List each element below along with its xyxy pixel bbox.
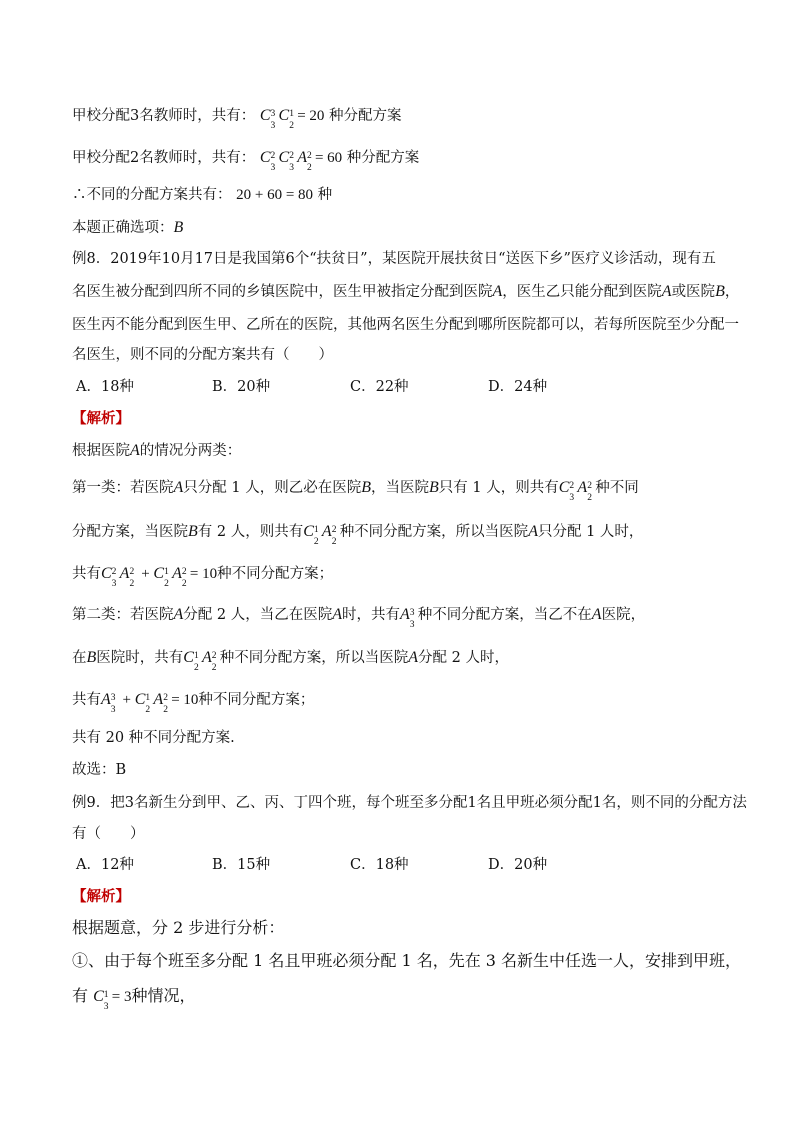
option-d: D．20种 — [488, 857, 548, 873]
line-plan-3-teachers: 甲校分配3名教师时，共有： C 3 3 C 1 2 = 20 种分配方案 — [72, 107, 402, 131]
analysis-label-8: 【解析】 — [72, 410, 130, 427]
math-sum-2: A 3 3 — [101, 691, 116, 715]
solution-8-line-9: 故选：B — [72, 762, 127, 778]
solution-8-line-2: 第一类：若医院A只分配 1 人，则乙必在医院B，当医院B只有 1 人，则共有C 2 3 A 2 2 种不同 — [72, 479, 639, 503]
math-c31: C 1 3 — [93, 988, 109, 1012]
solution-8-line-4: 共有C 2 3 A 2 2 + C 1 2 A 2 2 = 10种不同分配方案； — [72, 565, 334, 589]
option-d: D．24种 — [488, 379, 548, 395]
example-8-line-4: 名医生，则不同的分配方案共有（ ） — [72, 347, 333, 363]
option-b: B．20种 — [212, 379, 271, 395]
math-c32a22: C 2 3 A 2 2 — [558, 479, 592, 503]
line-answer-7: 本题正确选项：B — [72, 219, 184, 236]
option-a: A．12种 — [76, 857, 134, 873]
solution-8-line-3: 分配方案，当医院B有 2 人，则共有C 1 2 A 2 2 种不同分配方案，所以当医院A只分配 1 人时， — [72, 523, 644, 547]
option-b: B．15种 — [212, 857, 271, 873]
math-c21a22: C 1 2 A 2 2 — [303, 523, 337, 547]
example-9-line-1: 例9．把3名新生分到甲、乙、丙、丁四个班，每个班至多分配1名且甲班必须分配1名，则不同的分配方法 — [72, 795, 747, 811]
math-c21a22-b: C 1 2 A 2 2 — [183, 649, 217, 673]
solution-8-line-6: 在B医院时，共有C 1 2 A 2 2 种不同分配方案，所以当医院A分配 2 人时， — [72, 649, 509, 673]
option-c: C．22种 — [350, 379, 409, 395]
solution-8-line-1: 根据医院A的情况分两类： — [72, 442, 242, 459]
option-c: C．18种 — [350, 857, 409, 873]
example-8-line-2: 名医生被分配到四所不同的乡镇医院中，医生甲被指定分配到医院A，医生乙只能分配到医院A或医院B， — [72, 283, 740, 300]
analysis-label-9: 【解析】 — [72, 888, 130, 905]
example-9-line-2: 有（ ） — [72, 826, 145, 842]
math-a33: A 3 3 — [400, 606, 415, 630]
solution-9-line-3: 有 C 1 3 = 3种情况， — [72, 986, 196, 1012]
example-8-line-1: 例8．2019年10月17日是我国第6个“扶贫日”，某医院开展扶贫日“送医下乡”医疗义诊活动，现有五 — [72, 251, 716, 267]
solution-9-line-1: 根据题意，分 2 步进行分析： — [72, 918, 285, 937]
math-c32c33a22: C 2 3 C 2 3 A 2 2 — [259, 149, 312, 173]
math-sum-1: C 2 3 A 2 2 — [101, 565, 135, 589]
example-8-line-3: 医生丙不能分配到医生甲、乙所在的医院，其他两名医生分配到哪所医院都可以，若每所医院至少分配一 — [72, 317, 739, 333]
option-a: A．18种 — [76, 379, 134, 395]
math-c33c21: C 3 3 C 1 2 — [259, 107, 294, 131]
line-plan-2-teachers: 甲校分配2名教师时，共有： C 2 3 C 2 3 A 2 2 = 60 种分配方案 — [72, 149, 420, 173]
solution-8-line-5: 第二类：若医院A分配 2 人，当乙在医院A时，共有A 3 3 种不同分配方案，当乙不在A医院， — [72, 606, 646, 630]
line-total-plans: ∴不同的分配方案共有： 20 + 60 = 80 种 — [72, 187, 333, 203]
solution-8-line-7: 共有A 3 3 + C 1 2 A 2 2 = 10种不同分配方案； — [72, 691, 315, 715]
solution-8-line-8: 共有 20 种不同分配方案. — [72, 730, 235, 746]
solution-9-line-2: ①、由于每个班至多分配 1 名且甲班必须分配 1 名，先在 3 名新生中任选一人，安排到甲班， — [72, 951, 742, 970]
